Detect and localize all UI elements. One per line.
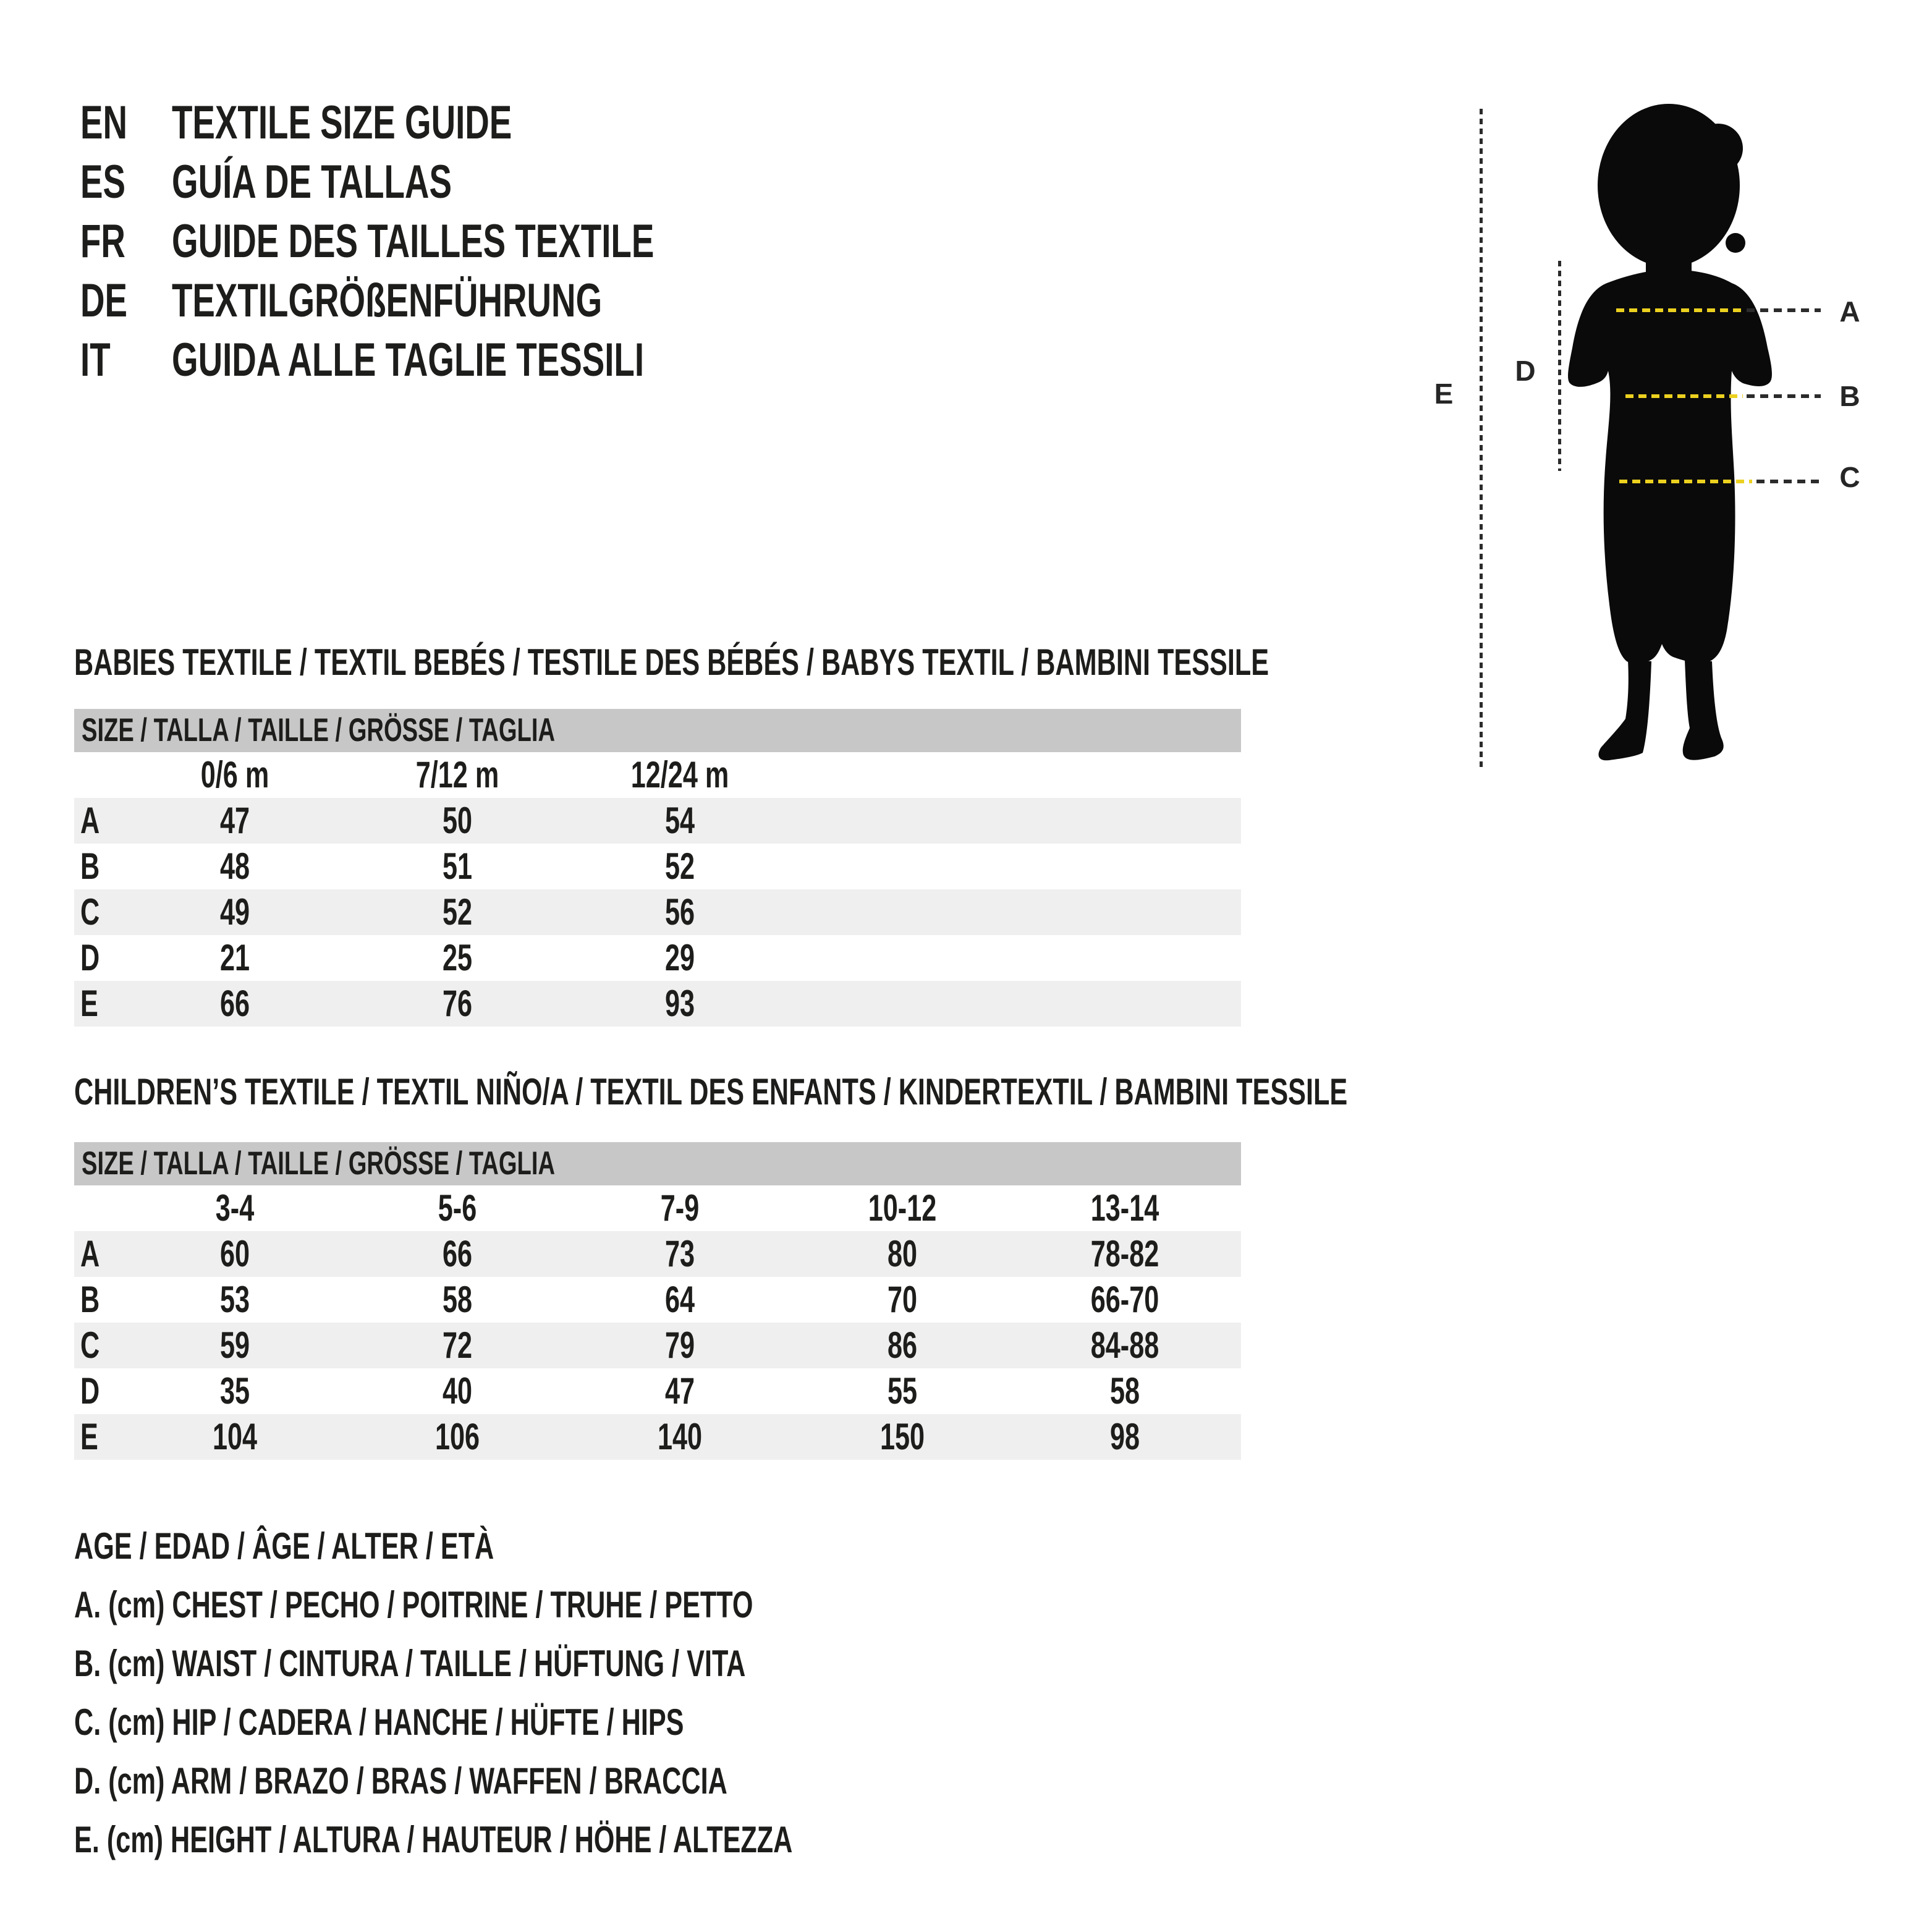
column-header: 5-6: [438, 1187, 477, 1229]
table-row: [74, 889, 1241, 935]
language-code: DE: [80, 274, 128, 327]
table-cell: 72: [442, 1324, 473, 1366]
table-cell: 86: [887, 1324, 918, 1366]
table-cell: 140: [657, 1416, 703, 1457]
language-title: GUIDA ALLE TAGLIE TESSILI: [172, 334, 645, 386]
table-cell: 54: [664, 800, 695, 841]
legend-line-age: AGE / EDAD / ÂGE / ALTER / ETÀ: [74, 1525, 494, 1567]
table-cell: 58: [1109, 1370, 1140, 1412]
table-cell: 66-70: [1090, 1279, 1159, 1320]
marker-label-a: A: [1839, 295, 1860, 328]
table-row: [74, 1323, 1241, 1368]
column-header: 3-4: [215, 1187, 255, 1229]
marker-label-c: C: [1839, 461, 1860, 493]
table-cell: 47: [219, 800, 250, 841]
language-code: ES: [80, 156, 126, 208]
table-cell: 35: [219, 1370, 250, 1412]
table-row: [74, 1414, 1241, 1460]
table-row: [74, 844, 1241, 889]
table-cell: 49: [219, 891, 250, 933]
language-code: EN: [80, 96, 128, 149]
table-cell: 55: [887, 1370, 918, 1412]
column-header: 10-12: [868, 1187, 937, 1229]
column-header: 13-14: [1090, 1187, 1159, 1229]
row-label: B: [80, 845, 100, 887]
table-cell: 51: [442, 845, 473, 887]
row-label: A: [80, 800, 100, 841]
arm-measure-line-d: [1558, 261, 1561, 471]
table-cell: 66: [219, 983, 250, 1024]
table-cell: 40: [442, 1370, 473, 1412]
table-cell: 98: [1109, 1416, 1140, 1457]
table-row: [74, 1231, 1241, 1277]
language-row-fr: [80, 215, 946, 268]
column-header: 0/6 m: [200, 754, 269, 795]
language-row-it: [80, 334, 946, 386]
table-cell: 104: [212, 1416, 258, 1457]
row-label: E: [80, 1416, 98, 1457]
waist-measure-line-yellow: [1625, 394, 1743, 398]
chest-measure-line-dark: [1747, 308, 1821, 312]
chest-measure-line-yellow: [1616, 308, 1743, 312]
legend-line-arm: D. (cm) ARM / BRAZO / BRAS / WAFFEN / BRACCIA: [74, 1760, 727, 1802]
legend-line-height: E. (cm) HEIGHT / ALTURA / HAUTEUR / HÖHE / ALTEZZA: [74, 1819, 793, 1860]
table-cell: 93: [664, 983, 695, 1024]
row-label: B: [80, 1279, 100, 1320]
table-cell: 25: [442, 937, 473, 978]
hip-measure-line-yellow: [1619, 480, 1752, 483]
babies-size-table: [74, 709, 1241, 1027]
table-row: [74, 798, 1241, 844]
table-cell: 64: [664, 1279, 695, 1320]
table-row: [74, 1277, 1241, 1323]
waist-measure-line-dark: [1747, 394, 1821, 398]
legend-line-chest: A. (cm) CHEST / PECHO / POITRINE / TRUHE / PETTO: [74, 1584, 753, 1625]
table-cell: 47: [664, 1370, 695, 1412]
table-cell: 106: [434, 1416, 480, 1457]
table-cell: 53: [219, 1279, 250, 1320]
row-label: A: [80, 1233, 100, 1274]
table-cell: 56: [664, 891, 695, 933]
language-row-es: [80, 156, 946, 208]
column-header: 7-9: [660, 1187, 700, 1229]
children-section-title: CHILDREN’S TEXTILE / TEXTIL NIÑO/A / TEXTIL DES ENFANTS / KINDERTEXTIL / BAMBINI TESSILE: [74, 1071, 1348, 1112]
babies-column-header-row: [74, 752, 1241, 798]
table-row: [74, 1368, 1241, 1414]
row-label: D: [80, 1370, 100, 1412]
table-cell: 66: [442, 1233, 473, 1274]
table-row: [74, 935, 1241, 981]
row-label: C: [80, 1324, 100, 1366]
table-cell: 150: [879, 1416, 925, 1457]
column-header: 12/24 m: [630, 754, 729, 795]
children-column-header-row: [74, 1185, 1241, 1231]
language-row-en: [80, 96, 946, 149]
row-label: C: [80, 891, 100, 933]
table-cell: 84-88: [1090, 1324, 1159, 1366]
babies-table-size-header: SIZE / TALLA / TAILLE / GRÖSSE / TAGLIA: [74, 709, 1241, 752]
children-size-table: [74, 1142, 1241, 1460]
children-table-size-header: SIZE / TALLA / TAILLE / GRÖSSE / TAGLIA: [74, 1142, 1241, 1185]
column-header: 7/12 m: [415, 754, 499, 795]
table-cell: 60: [219, 1233, 250, 1274]
table-cell: 58: [442, 1279, 473, 1320]
table-cell: 48: [219, 845, 250, 887]
table-cell: 79: [664, 1324, 695, 1366]
language-code: FR: [80, 215, 125, 268]
table-cell: 50: [442, 800, 473, 841]
row-label: E: [80, 983, 98, 1024]
table-cell: 70: [887, 1279, 918, 1320]
language-code: IT: [80, 334, 111, 386]
table-cell: 52: [442, 891, 473, 933]
marker-label-d: D: [1515, 355, 1536, 387]
marker-label-b: B: [1839, 380, 1860, 412]
row-label: D: [80, 937, 100, 978]
table-row: [74, 981, 1241, 1027]
legend-line-waist: B. (cm) WAIST / CINTURA / TAILLE / HÜFTUNG / VITA: [74, 1643, 746, 1684]
language-title: GUÍA DE TALLAS: [172, 156, 452, 208]
table-cell: 78-82: [1090, 1233, 1159, 1274]
language-title: TEXTILGRÖßENFÜHRUNG: [172, 274, 603, 327]
table-cell: 76: [442, 983, 473, 1024]
language-title: TEXTILE SIZE GUIDE: [172, 96, 512, 149]
table-cell: 73: [664, 1233, 695, 1274]
table-cell: 80: [887, 1233, 918, 1274]
language-title: GUIDE DES TAILLES TEXTILE: [172, 215, 655, 268]
table-cell: 21: [219, 937, 250, 978]
table-cell: 59: [219, 1324, 250, 1366]
table-cell: 29: [664, 937, 695, 978]
marker-label-e: E: [1434, 378, 1454, 410]
babies-section-title: BABIES TEXTILE / TEXTIL BEBÉS / TESTILE DES BÉBÉS / BABYS TEXTIL / BAMBINI TESSILE: [74, 642, 1269, 683]
hip-measure-line-dark: [1756, 480, 1821, 483]
legend-line-hip: C. (cm) HIP / CADERA / HANCHE / HÜFTE / HIPS: [74, 1701, 684, 1743]
language-row-de: [80, 274, 946, 327]
table-cell: 52: [664, 845, 695, 887]
